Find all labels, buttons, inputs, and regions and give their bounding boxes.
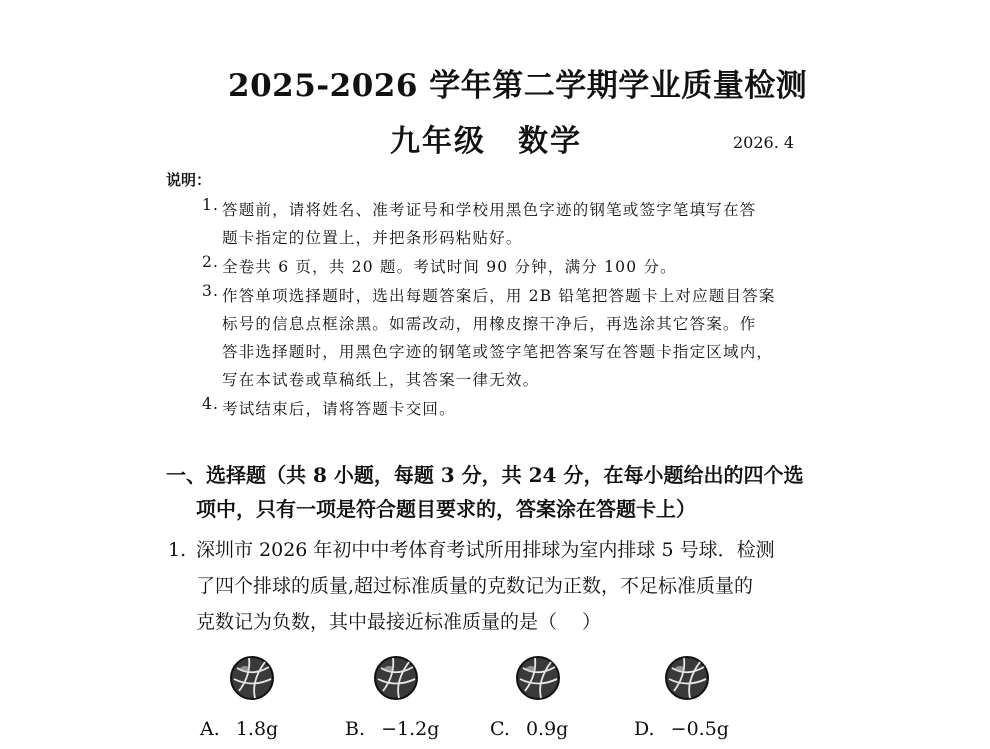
option-c xyxy=(490,718,568,740)
question-line: 了四个排球的质量,超过标准质量的克数记为正数，不足标准质量的 xyxy=(196,575,754,597)
section-heading-line1: 一、选择题（共 8 小题，每题 3 分，共 24 分，在每小题给出的四个选 xyxy=(166,463,804,487)
exam-date: 2026. 4 xyxy=(733,133,795,152)
option-b xyxy=(345,718,439,740)
note-item-1 xyxy=(202,196,757,252)
note-line: 答非选择题时，用黑色字迹的钢笔或签字笔把答案写在答题卡指定区域内， xyxy=(222,343,774,361)
note-line: 标号的信息点框涂黑。如需改动，用橡皮擦干净后，再选涂其它答案。作 xyxy=(222,315,757,333)
note-line: 答题前，请将姓名、准考证号和学校用黑色字迹的钢笔或签字笔填写在答 xyxy=(222,201,757,219)
note-line: 写在本试卷或草稿纸上，其答案一律无效。 xyxy=(222,371,540,389)
note-item-3 xyxy=(202,282,776,394)
notes-heading: 说明： xyxy=(166,171,212,189)
note-number: 3. xyxy=(202,282,220,300)
note-item-2 xyxy=(202,253,677,281)
option-a xyxy=(200,718,278,740)
question-1 xyxy=(168,532,775,640)
volleyball-icon xyxy=(664,655,710,701)
section-heading xyxy=(166,458,803,526)
note-number: 4. xyxy=(202,395,220,413)
volleyball-icon xyxy=(373,655,419,701)
option-value: −1.2g xyxy=(381,718,440,740)
section-heading-line2: 项中，只有一项是符合题目要求的，答案涂在答题卡上） xyxy=(196,497,696,521)
question-line: 克数记为负数，其中最接近标准质量的是（ ） xyxy=(196,611,602,633)
exam-title: 2025-2026 学年第二学期学业质量检测 xyxy=(228,68,808,104)
option-value: −0.5g xyxy=(670,718,729,740)
exam-subtitle: 九年级 数学 xyxy=(390,124,582,159)
note-number: 1. xyxy=(202,196,220,214)
option-d xyxy=(634,718,729,740)
note-number: 2. xyxy=(202,253,220,271)
volleyball-icon xyxy=(229,655,275,701)
note-line: 全卷共 6 页，共 20 题。考试时间 90 分钟，满分 100 分。 xyxy=(222,258,677,276)
question-line: 深圳市 2026 年初中中考体育考试所用排球为室内排球 5 号球．检测 xyxy=(196,539,775,561)
option-label: B. xyxy=(345,718,366,740)
question-number: 1. xyxy=(168,539,187,561)
note-line: 题卡指定的位置上，并把条形码粘贴好。 xyxy=(222,229,523,247)
option-label: C. xyxy=(490,718,510,740)
option-label: A. xyxy=(200,718,220,740)
option-value: 1.8g xyxy=(235,718,279,740)
option-value: 0.9g xyxy=(525,718,569,740)
note-item-4 xyxy=(202,395,456,423)
note-line: 作答单项选择题时，选出每题答案后，用 2B 铅笔把答题卡上对应题目答案 xyxy=(222,287,776,305)
note-line: 考试结束后，请将答题卡交回。 xyxy=(222,400,456,418)
volleyball-icon xyxy=(515,655,561,701)
option-label: D. xyxy=(634,718,655,740)
